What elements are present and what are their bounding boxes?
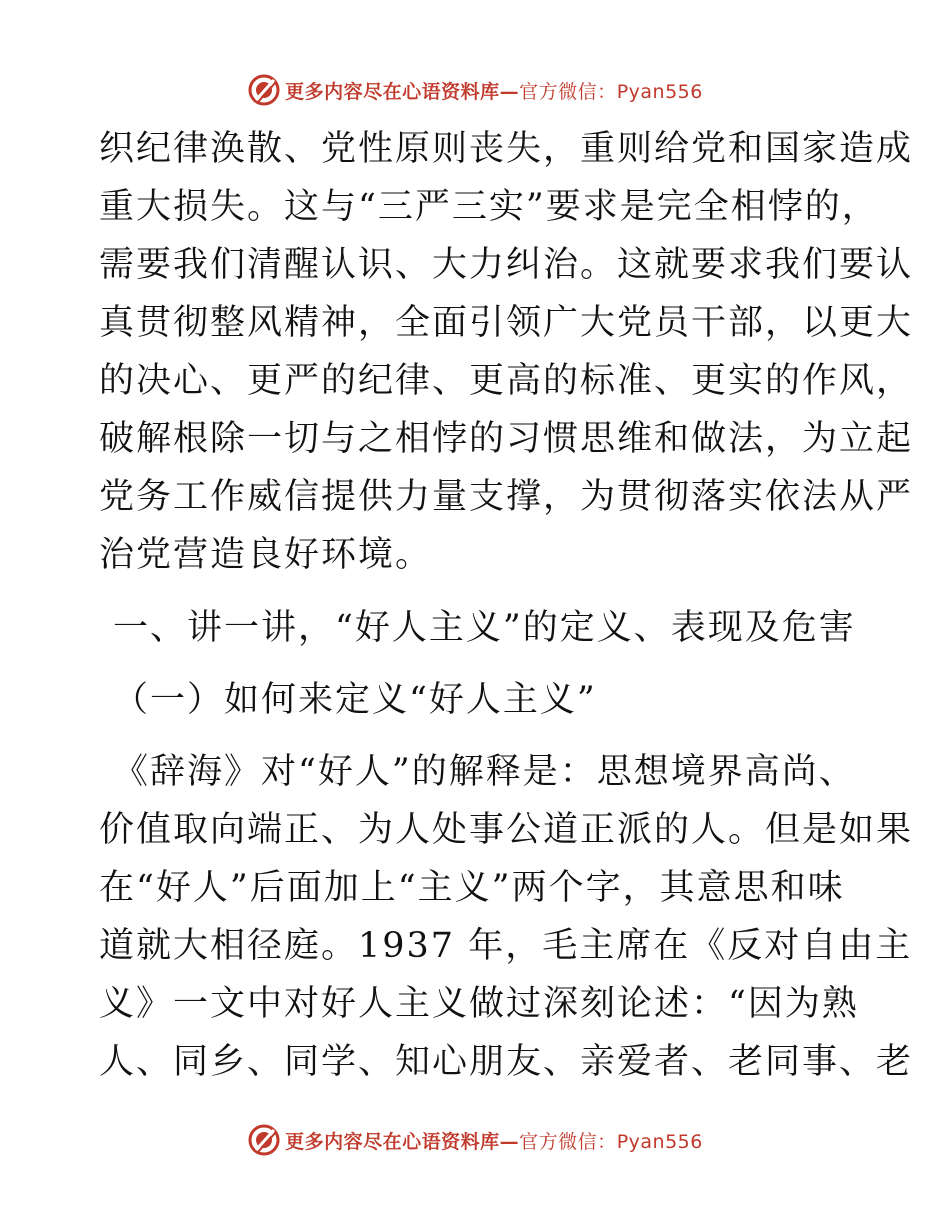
text-line: 道就大相径庭。1937 年，毛主席在《反对自由主 [99, 926, 913, 966]
text-line: 需要我们清醒认识、大力纠治。这就要求我们要认 [99, 245, 914, 285]
text-line: 织纪律涣散、党性原则丧失，重则给党和国家造成 [99, 129, 914, 169]
text-line: 破解根除一切与之相悖的习惯思维和做法，为立起 [99, 419, 914, 459]
seal-logo-icon [247, 73, 281, 107]
text-line: 价值取向端正、为人处事公道正派的人。但是如果 [99, 810, 914, 850]
footer-watermark [0, 1120, 950, 1160]
text-line: 治党营造良好环境。 [99, 535, 433, 575]
paragraph-2 [99, 743, 914, 1091]
text-line: 《辞海》对“好人”的解释是：思想境界高尚、 [113, 752, 856, 792]
section-heading: 一、讲一讲，“好人主义”的定义、表现及危害 [113, 608, 856, 648]
header-watermark [0, 70, 950, 110]
subsection-heading: （一）如何来定义“好人主义” [113, 680, 597, 720]
watermark-wechat-label: 官方微信： [519, 1130, 617, 1153]
watermark-text: 更多内容尽在心语资料库— [285, 1130, 520, 1153]
watermark-wechat-label: 官方微信： [519, 80, 617, 103]
watermark-wechat-id: Pyan556 [616, 1130, 703, 1153]
text-line: 在“好人”后面加上“主义”两个字，其意思和味 [99, 868, 845, 908]
text-line: 重大损失。这与“三严三实”要求是完全相悖的， [99, 187, 879, 227]
text-line: 义》一文中对好人主义做过深刻论述：“因为熟 [99, 984, 859, 1024]
text-line: 真贯彻整风精神，全面引领广大党员干部，以更大 [99, 303, 914, 343]
paragraph-1 [99, 120, 914, 584]
document-body [99, 120, 914, 1091]
watermark-wechat-id: Pyan556 [616, 80, 703, 103]
text-line: 党务工作威信提供力量支撑，为贯彻落实依法从严 [99, 477, 914, 517]
watermark-text: 更多内容尽在心语资料库— [285, 80, 520, 103]
text-line: 的决心、更严的纪律、更高的标准、更实的作风， [99, 361, 914, 401]
text-line: 人、同乡、同学、知心朋友、亲爱者、老同事、老 [99, 1042, 914, 1082]
seal-logo-icon [247, 1123, 281, 1157]
